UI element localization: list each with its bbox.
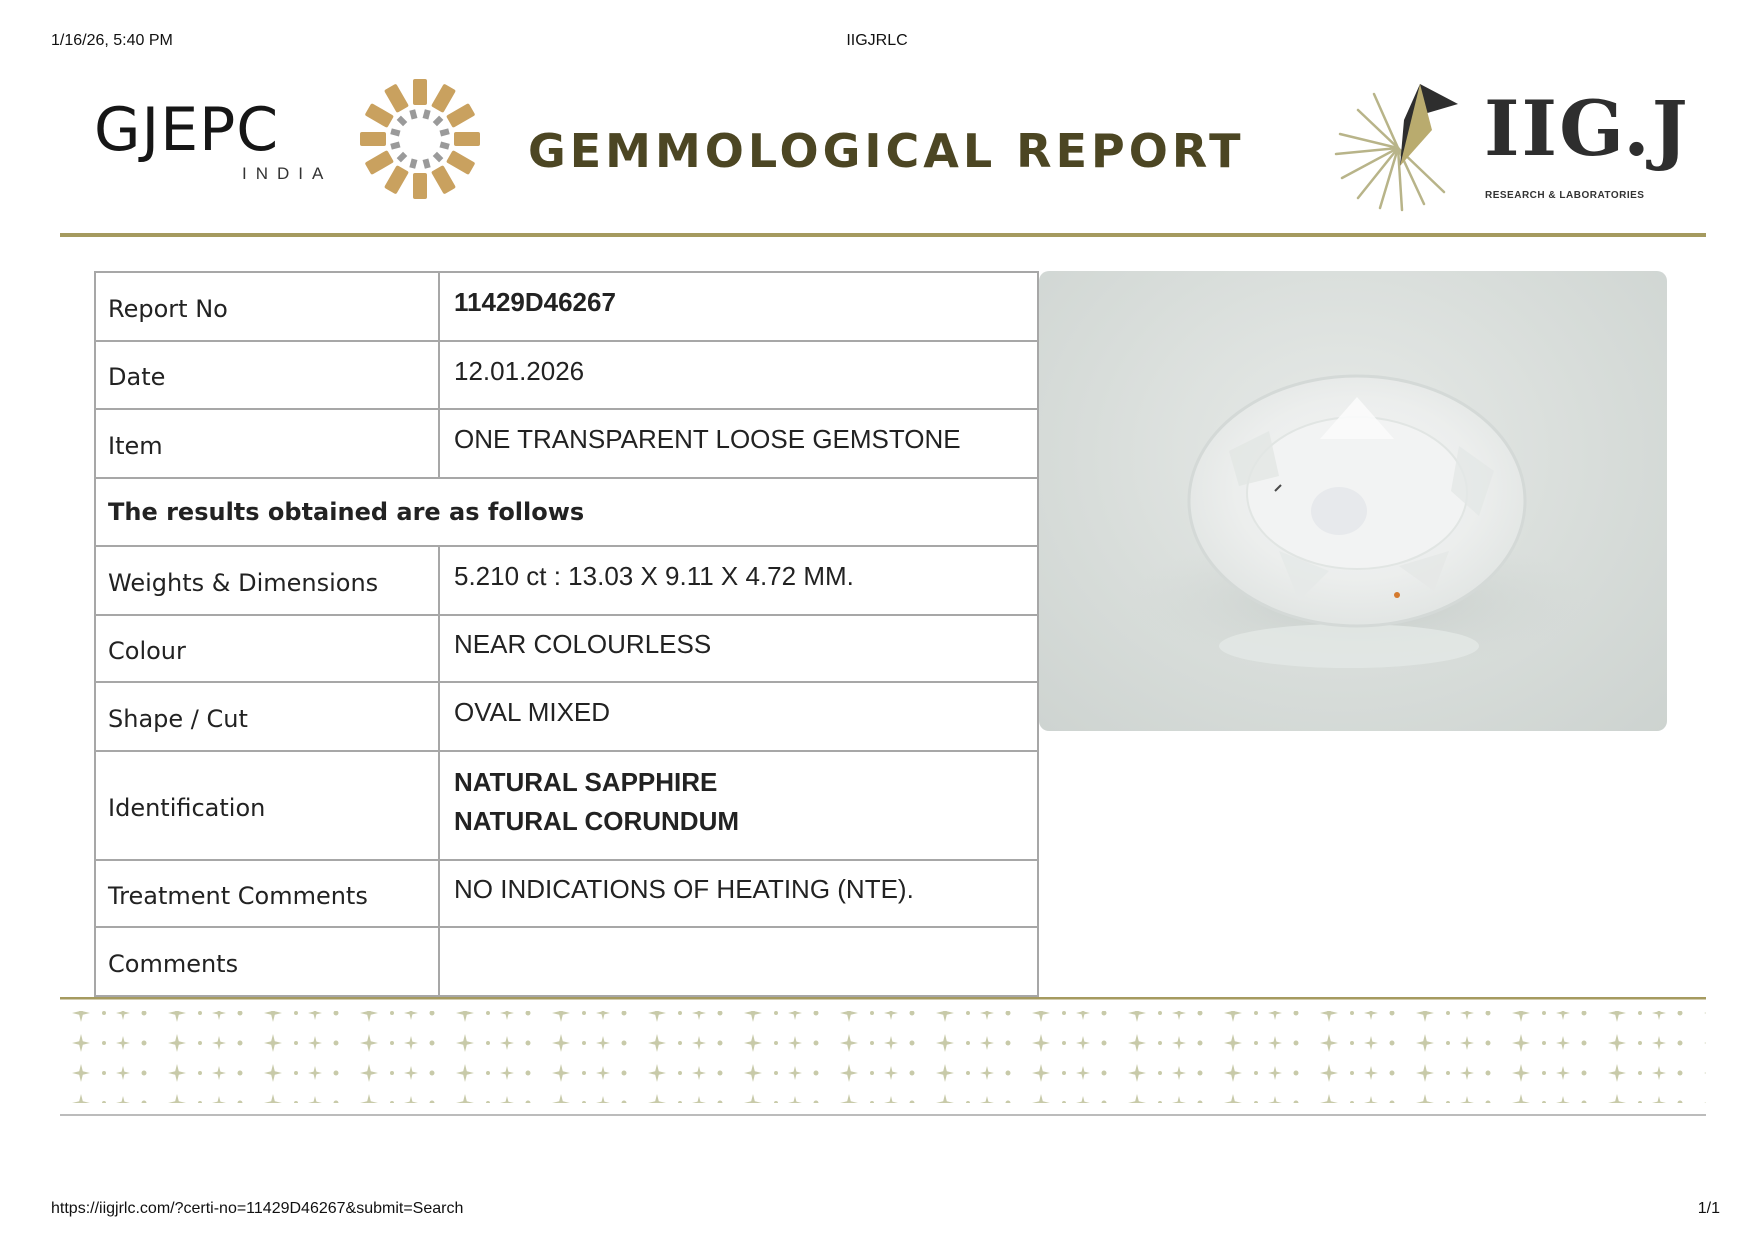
comments-label: Comments [95,927,439,996]
results-heading: The results obtained are as follows [95,478,1038,546]
print-page-title: IIGJRLC [846,32,908,49]
iigj-star-burst-icon [1328,74,1478,214]
gjepc-logo [94,95,333,183]
report-no-value: 11429D46267 [439,272,1038,341]
gemstone-photo [1039,271,1667,731]
date-label: Date [95,341,439,409]
gjepc-logo-text: GJEPC [94,95,280,165]
iigj-logo-text: IIG.J [1484,84,1690,173]
table-row [95,272,1038,341]
report-details-table [94,271,1039,997]
table-row [95,341,1038,409]
table-row [95,478,1038,546]
identification-line: NATURAL CORUNDUM [454,805,740,836]
item-value: ONE TRANSPARENT LOOSE GEMSTONE [439,409,1038,478]
print-url: https://iigjrlc.com/?certi-no=11429D46267&submit=Search [51,1200,464,1217]
table-row [95,615,1038,682]
table-row [95,546,1038,615]
table-row [95,927,1038,996]
comments-value [439,927,1038,996]
gjepc-sunburst-icon [358,77,482,201]
weights-value: 5.210 ct : 13.03 X 9.11 X 4.72 MM. [439,546,1038,615]
shape-value: OVAL MIXED [439,682,1038,751]
identification-value [439,751,1038,860]
header-divider [60,233,1706,237]
table-row [95,682,1038,751]
gjepc-logo-subtext: INDIA [242,164,333,183]
table-row [95,409,1038,478]
colour-label: Colour [95,615,439,682]
identification-label: Identification [95,751,439,860]
decorative-star-band [60,997,1706,1117]
treatment-value: NO INDICATIONS OF HEATING (NTE). [439,860,1038,927]
print-datetime: 1/16/26, 5:40 PM [51,32,173,49]
report-no-label: Report No [95,272,439,341]
weights-label: Weights & Dimensions [95,546,439,615]
shape-label: Shape / Cut [95,682,439,751]
identification-line: NATURAL SAPPHIRE [454,766,718,797]
colour-value: NEAR COLOURLESS [439,615,1038,682]
print-page-number: 1/1 [1697,1200,1720,1217]
gemstone-image [1039,271,1667,731]
treatment-label: Treatment Comments [95,860,439,927]
table-row [95,860,1038,927]
report-title: GEMMOLOGICAL REPORT [528,124,1245,178]
item-label: Item [95,409,439,478]
iigj-logo-tagline: RESEARCH & LABORATORIES [1485,190,1645,201]
table-row [95,751,1038,860]
report-brand-header [60,72,1706,232]
date-value: 12.01.2026 [439,341,1038,409]
